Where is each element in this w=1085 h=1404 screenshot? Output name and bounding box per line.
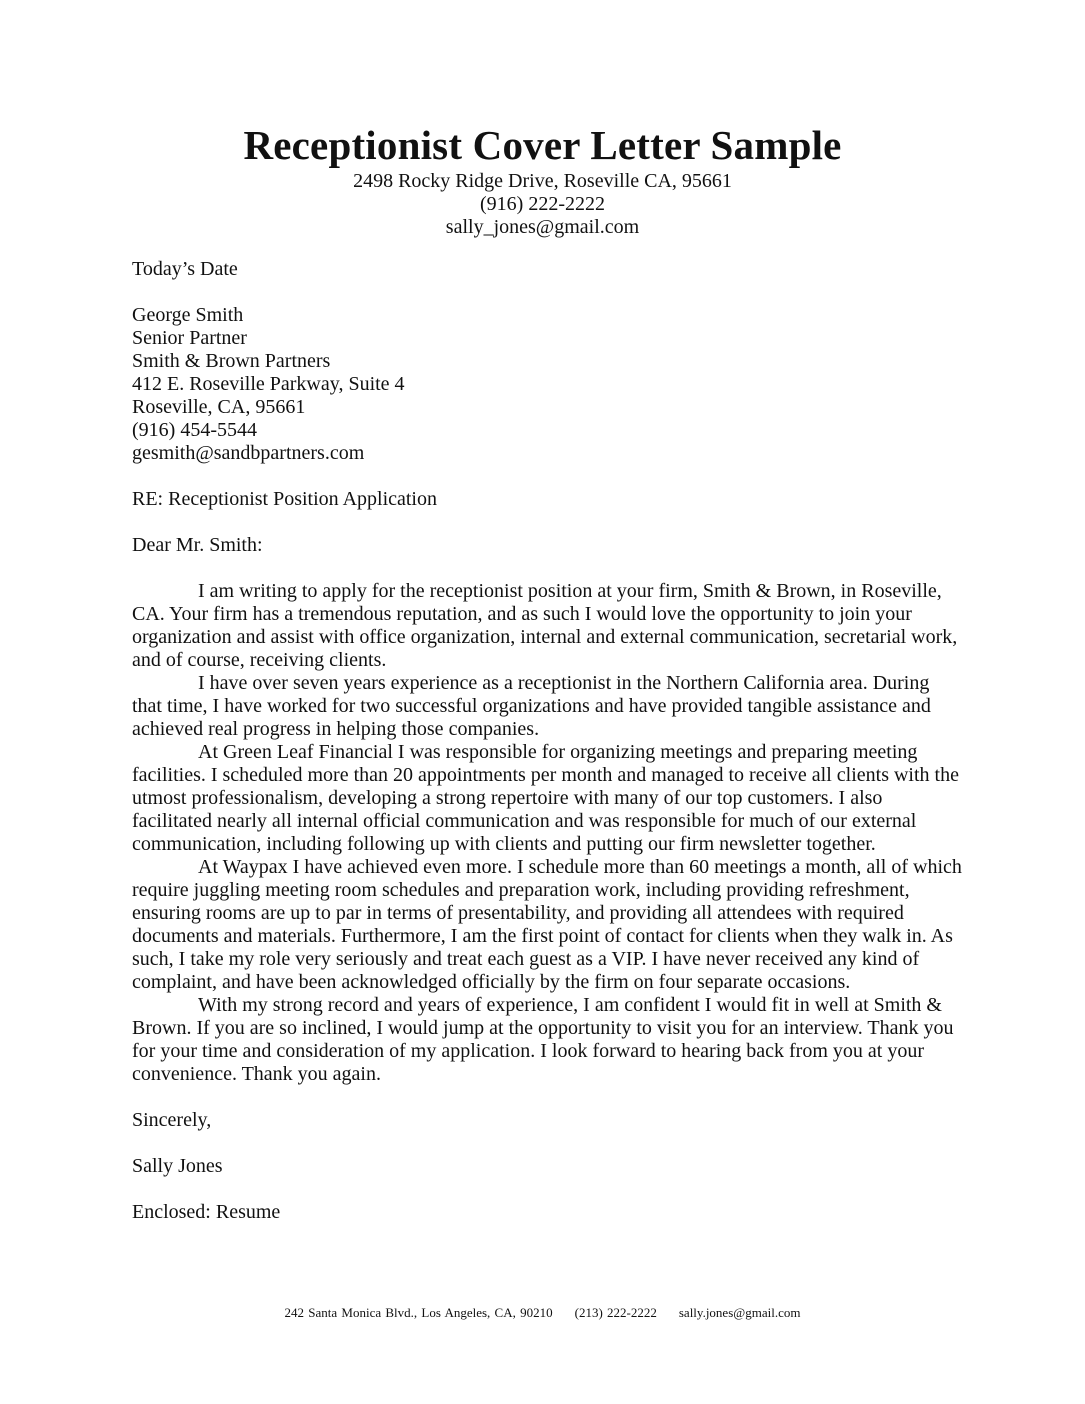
recipient-email: gesmith@sandbpartners.com [132,442,365,464]
page-title: Receptionist Cover Letter Sample [243,122,842,168]
recipient-company: Smith & Brown Partners [132,350,331,372]
signature-name: Sally Jones [132,1155,223,1177]
letter-footer [0,1304,1085,1322]
footer-email: sally.jones@gmail.com [678,1305,801,1320]
enclosure-note: Enclosed: Resume [132,1201,281,1223]
letter-header [0,120,1085,239]
sender-phone: (916) 222-2222 [480,193,605,215]
recipient-street: 412 E. Roseville Parkway, Suite 4 [132,373,405,395]
letter-date: Today’s Date [132,258,238,280]
recipient-phone: (916) 454-5544 [132,419,257,441]
sender-email: sally_jones@gmail.com [445,216,640,238]
letter-salutation: Dear Mr. Smith: [132,534,263,556]
recipient-city: Roseville, CA, 95661 [132,396,306,418]
letter-body [132,258,962,1224]
recipient-name: George Smith [132,304,244,326]
paragraph: I have over seven years experience as a receptionist in the Northern California area. During that time, I have worked for two successful organizations and have provided tangible assistance and achieved real progress in helping those companies. [132,672,931,740]
letter-paragraphs [132,580,962,1086]
paragraph: With my strong record and years of experience, I am confident I would fit in well at Smith & Brown. If you are so inclined, I would jump at the opportunity to visit you for an interview. Thank you for your time and consideration of my application. I look forward to hearing back from you at your convenience. Thank you again. [132,994,954,1085]
letter-closing: Sincerely, [132,1109,212,1131]
footer-phone: (213) 222-2222 [574,1305,657,1320]
recipient-title: Senior Partner [132,327,247,349]
recipient-block [132,304,962,465]
paragraph: At Waypax I have achieved even more. I schedule more than 60 meetings a month, all of which require juggling meeting room schedules and preparation work, including providing refreshment, ensuring rooms are up to par in terms of presentability, and providing all attendees with required documents and materials. Furthermore, I am the first point of contact for clients when they walk in. As such, I take my role very seriously and treat each guest as a VIP. I have never received any kind of complaint, and have been acknowledged officially by the firm on four separate occasions. [132,856,962,993]
paragraph: I am writing to apply for the receptionist position at your firm, Smith & Brown, in Roseville, CA. Your firm has a tremendous reputation, and as such I would love the opportunity to join your organization and assist with office organization, internal and external communication, secretarial work, and of course, receiving clients. [132,580,958,671]
paragraph: At Green Leaf Financial I was responsible for organizing meetings and preparing meeting facilities. I scheduled more than 20 appointments per month and managed to receive all clients with the utmost professionalism, developing a strong repertoire with many of our top customers. I also facilitated nearly all internal official communication and was responsible for much of our external communication, including following up with clients and putting our firm newsletter together. [132,741,959,855]
letter-subject: RE: Receptionist Position Application [132,488,437,510]
footer-address: 242 Santa Monica Blvd., Los Angeles, CA, 90210 [284,1305,553,1320]
sender-address: 2498 Rocky Ridge Drive, Roseville CA, 95661 [353,170,732,192]
